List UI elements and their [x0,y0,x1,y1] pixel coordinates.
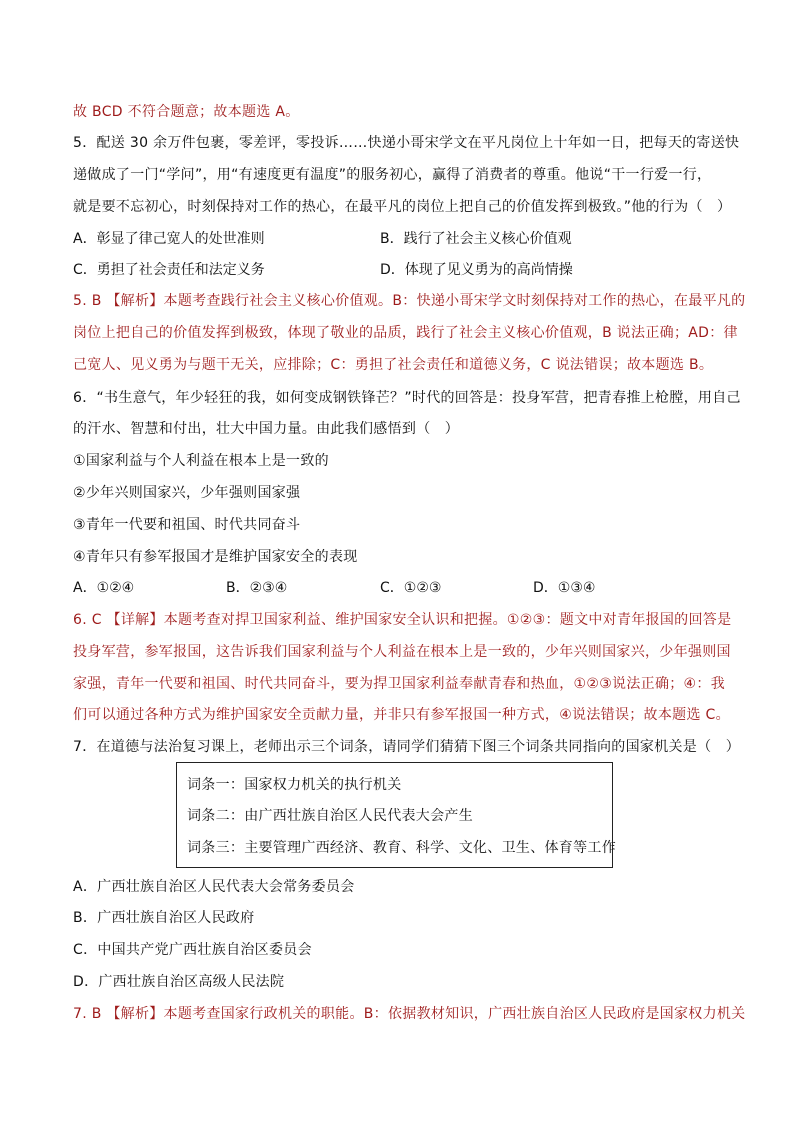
answer-5-line-1: 5. B 【解析】本题考查践行社会主义核心价值观。B：快递小哥宋学文时刻保持对工作的热心，在最平凡的 [73,293,746,309]
question-5-option-c: C．勇担了社会责任和法定义务 [73,262,265,278]
question-7-option-b: B．广西壮族自治区人民政府 [73,910,255,926]
question-5-option-d: D．体现了见义勇为的高尚情操 [380,262,573,278]
question-5-line-2: 递做成了一门“学问”，用“有速度更有温度”的服务初心，赢得了消费者的尊重。他说“干一行爱一行， [73,167,712,183]
answer-5-line-2: 岗位上把自己的价值发挥到极致，体现了敬业的品质，践行了社会主义核心价值观，B 说法正确；AD：律 [73,325,738,341]
clue-1: 词条一：国家权力机关的执行机关 [187,777,402,793]
clue-3: 词条三：主要管理广西经济、教育、科学、文化、卫生、体育等工作 [187,840,616,856]
question-6-line-1: 6．“书生意气，年少轻狂的我，如何变成钢铁锋芒？”时代的回答是：投身军营，把青春推上枪膛，用自己 [73,390,741,406]
question-6-statement-1: ①国家利益与个人利益在根本上是一致的 [73,453,329,469]
question-6-statement-3: ③青年一代要和祖国、时代共同奋斗 [73,517,301,533]
question-5-option-a: A．彰显了律己宽人的处世准则 [73,231,265,247]
answer-7-line-1: 7. B 【解析】本题考查国家行政机关的职能。B：依据教材知识，广西壮族自治区人民政府是国家权力机关 [73,1006,746,1022]
clue-2: 词条二：由广西壮族自治区人民代表大会产生 [187,808,473,824]
answer-6-line-3: 家强，青年一代要和祖国、时代共同奋斗，要为捍卫国家利益奉献青春和热血，①②③说法正确；④：我 [73,676,725,692]
question-6-option-b: B．②③④ [226,580,288,596]
question-7-option-d: D．广西壮族自治区高级人民法院 [73,974,285,990]
answer-6-line-4: 们可以通过各种方式为维护国家安全贡献力量，并非只有参军报国一种方式，④说法错误；故本题选 C。 [73,707,730,723]
question-7-line-1: 7．在道德与法治复习课上，老师出示三个词条，请同学们猜猜下图三个词条共同指向的国家机关是（ ） [73,739,741,755]
answer-4-conclusion: 故 BCD 不符合题意；故本题选 A。 [73,104,300,120]
question-7-option-c: C．中国共产党广西壮族自治区委员会 [73,942,312,958]
question-6-statement-2: ②少年兴则国家兴，少年强则国家强 [73,485,301,501]
answer-6-line-2: 投身军营，参军报国，这告诉我们国家利益与个人利益在根本上是一致的，少年兴则国家兴，少年强则国 [73,644,731,660]
answer-5-line-3: 己宽人、见义勇为与题干无关，应排除；C：勇担了社会责任和道德义务，C 说法错误；故本题选 B。 [73,357,714,373]
question-7-clue-box [176,762,616,868]
question-5-line-1: 5．配送 30 余万件包裹，零差评，零投诉……快递小哥宋学文在平凡岗位上十年如一日，把每天的寄送快 [73,135,740,151]
question-6-option-c: C．①②③ [380,580,442,596]
question-7-option-a: A．广西壮族自治区人民代表大会常务委员会 [73,879,355,895]
question-6-statement-4: ④青年只有参军报国才是维护国家安全的表现 [73,549,358,565]
answer-6-line-1: 6. C 【详解】本题考查对捍卫国家利益、维护国家安全认识和把握。①②③：题文中对青年报国的回答是 [73,612,732,628]
question-6-option-a: A．①②④ [73,580,135,596]
question-5-option-b: B．践行了社会主义核心价值观 [380,231,572,247]
question-5-line-3: 就是要不忘初心，时刻保持对工作的热心，在最平凡的岗位上把自己的价值发挥到极致。”他的行为（ ） [73,199,732,215]
question-6-line-2: 的汗水、智慧和付出，壮大中国力量。由此我们感悟到（ ） [73,421,460,437]
question-6-option-d: D．①③④ [533,580,596,596]
